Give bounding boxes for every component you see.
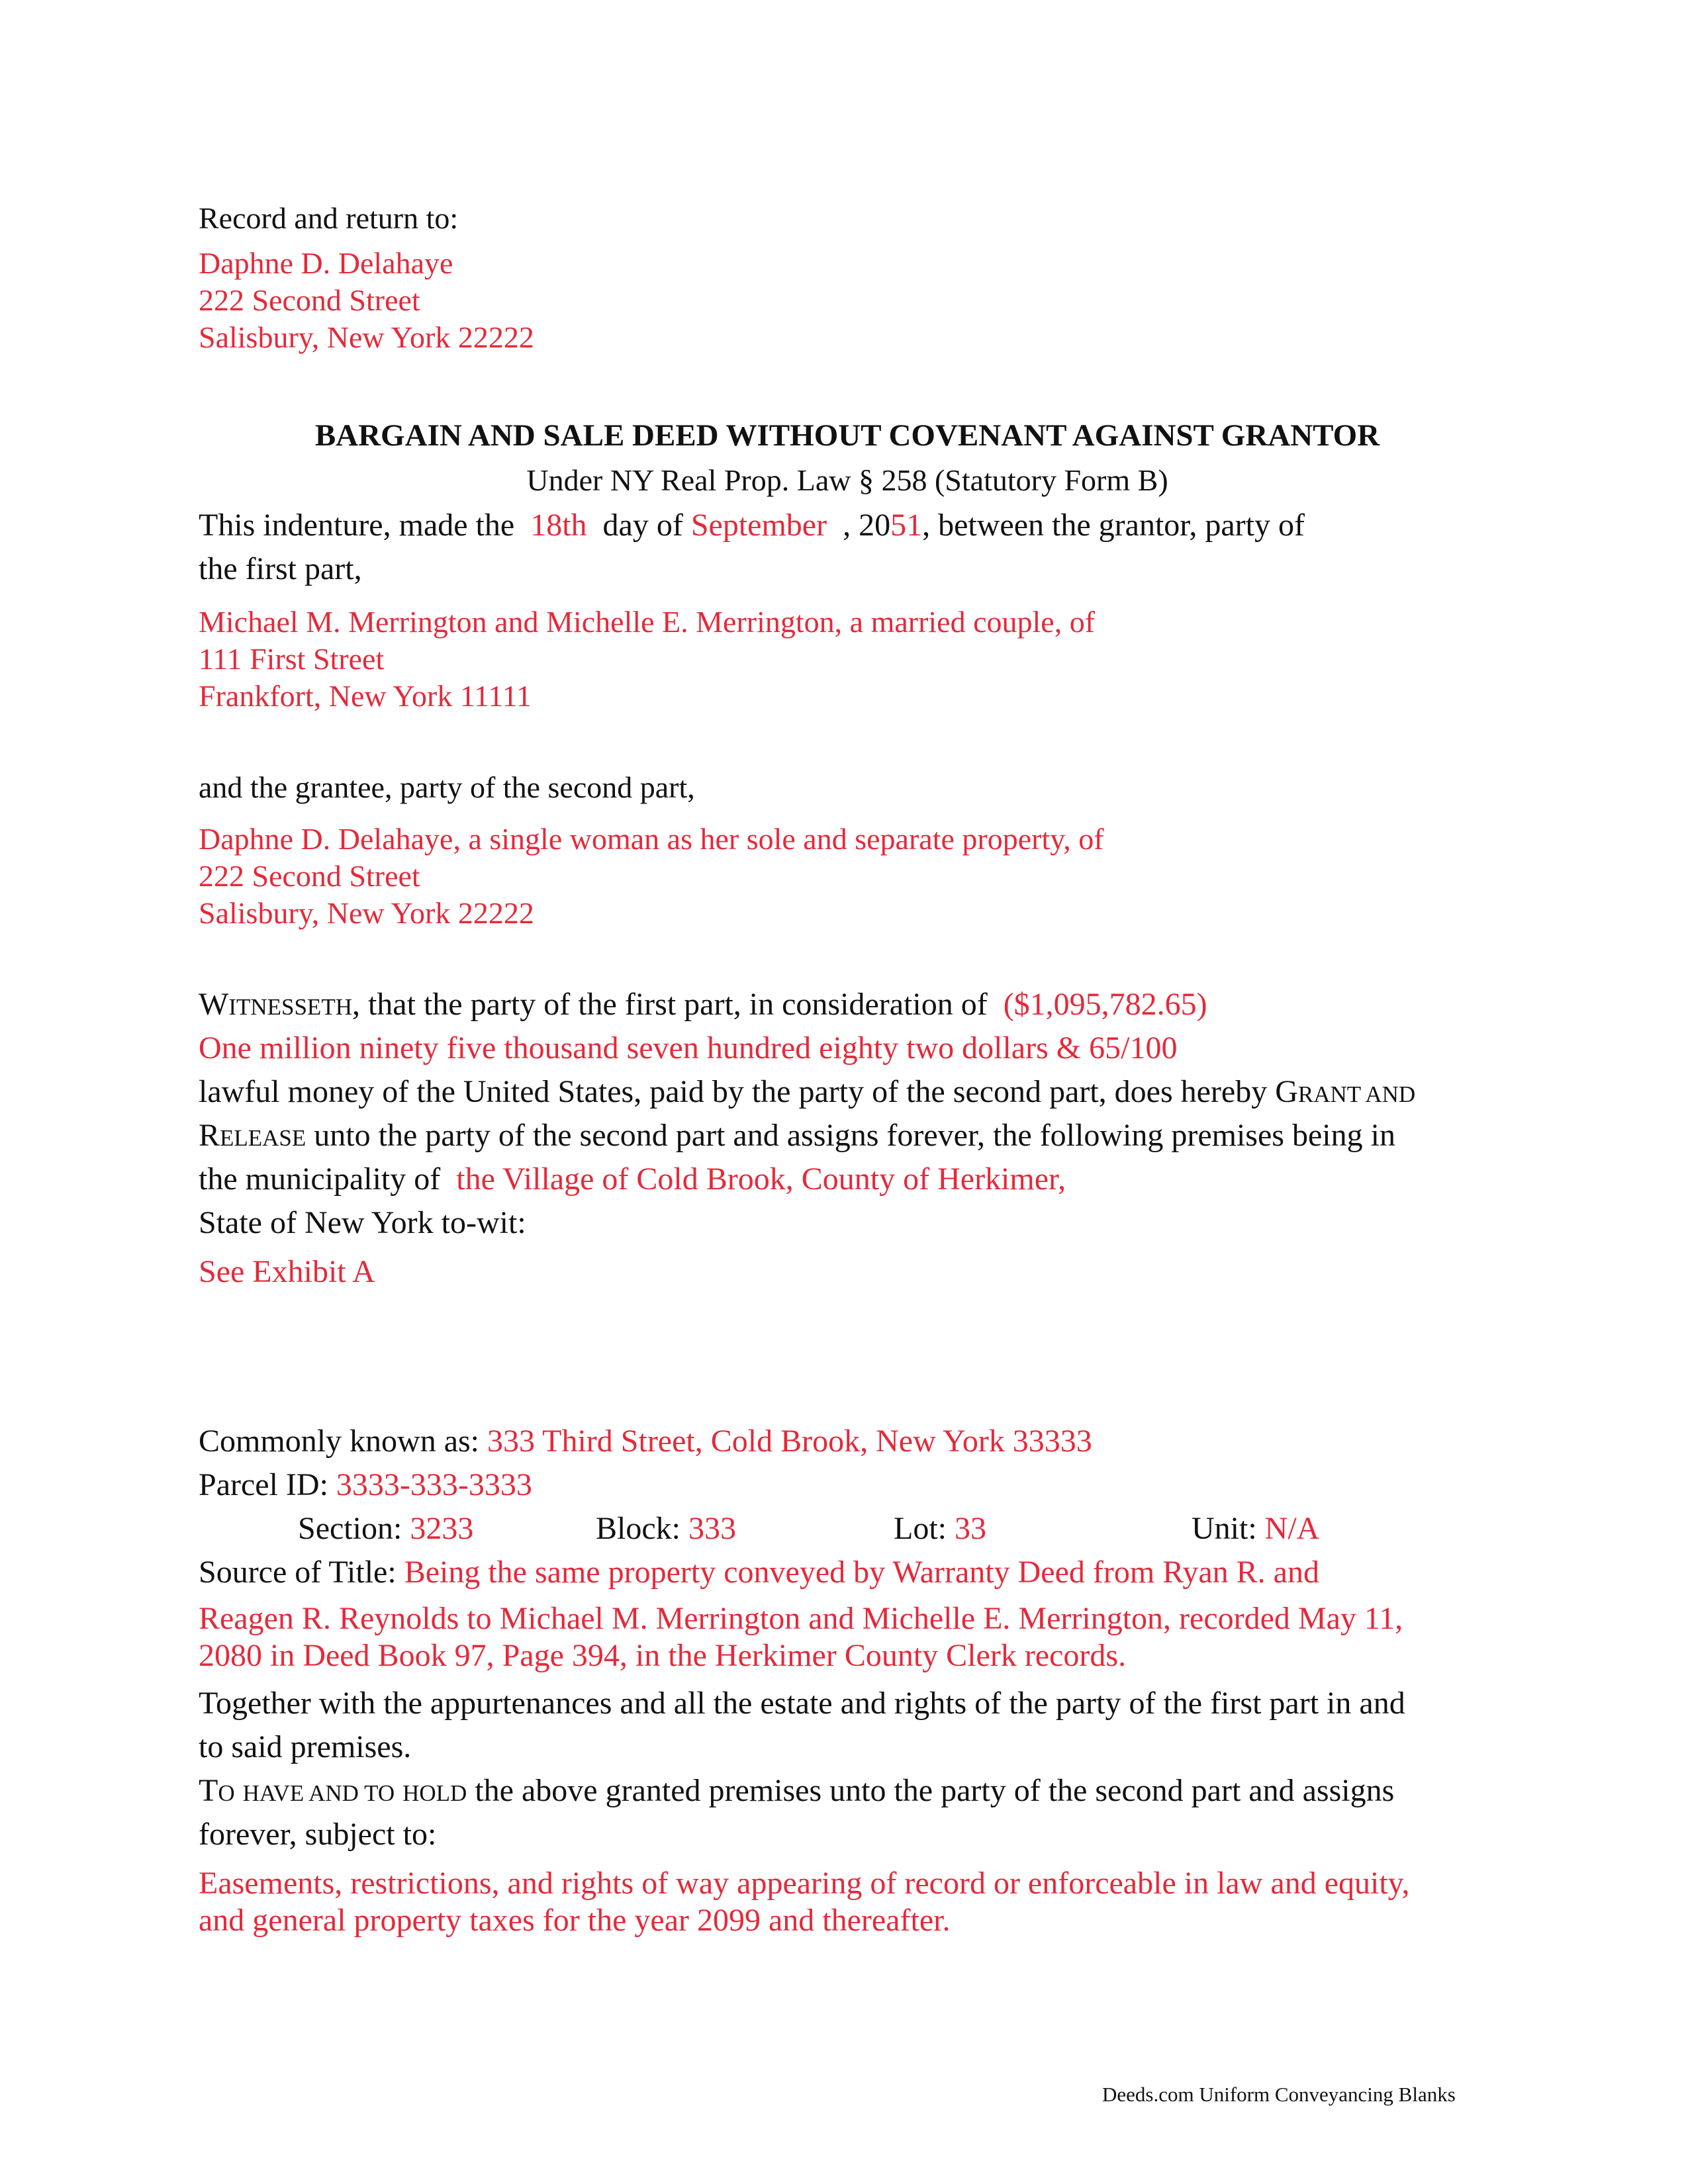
grantee-intro: and the grantee, party of the second part,: [199, 770, 695, 804]
grantor-street: 111 First Street: [199, 642, 385, 676]
unit-field: Unit: N/A: [1192, 1511, 1320, 1546]
grantor-block: [199, 604, 1095, 715]
deed-page: [199, 0, 1496, 2184]
together-line-2: to said premises.: [199, 1729, 412, 1764]
footer-attribution: Deeds.com Uniform Conveyancing Blanks: [1102, 2083, 1456, 2106]
parcel-id: Parcel ID: 3333-333-3333: [199, 1467, 532, 1502]
return-city: Salisbury, New York 22222: [199, 320, 534, 354]
indenture-line-1: This indenture, made the 18th day of September , 2051, between the grantor, party of: [199, 508, 1305, 543]
consideration-amount: ($1,095,782.65): [1003, 987, 1207, 1022]
return-street: 222 Second Street: [199, 283, 420, 317]
grantor-city: Frankfort, New York 11111: [199, 679, 532, 713]
property-address: 333 Third Street, Cold Brook, New York 33333: [487, 1424, 1092, 1459]
witnesseth-line-1: WITNESSETH, that the party of the first part, in consideration of ($1,095,782.65): [199, 987, 1207, 1022]
grantee-block: [199, 821, 1104, 932]
habendum-line-2: forever, subject to:: [199, 1817, 437, 1852]
return-name: Daphne D. Delahaye: [199, 246, 453, 280]
section-field: Section: 3233: [298, 1511, 474, 1546]
grantee-city: Salisbury, New York 22222: [199, 896, 534, 930]
block-field: Block: 333: [596, 1511, 736, 1546]
grantee-street: 222 Second Street: [199, 859, 420, 893]
return-address: [199, 245, 534, 356]
document-title: BARGAIN AND SALE DEED WITHOUT COVENANT AGAINST GRANTOR: [314, 418, 1380, 453]
municipality: the Village of Cold Brook, County of Herkimer,: [456, 1161, 1066, 1197]
habendum-line-1: TO HAVE AND TO HOLD the above granted premises unto the party of the second part and assigns: [199, 1773, 1395, 1808]
indenture-day: 18th: [530, 508, 587, 543]
parcel-id-value: 3333-333-3333: [336, 1467, 532, 1502]
source-of-title-continued: Reagen R. Reynolds to Michael M. Merrington and Michelle E. Merrington, recorded May 11, 2080 in Deed Book 97, Page 394, in the Herkimer County Clerk records.: [199, 1601, 1403, 1673]
lot-field: Lot: 33: [894, 1511, 986, 1546]
indenture-year: 51: [890, 508, 923, 543]
witnesseth-line-3: lawful money of the United States, paid by the party of the second part, does hereby GRANT AND: [199, 1074, 1416, 1109]
exceptions-block: Easements, restrictions, and rights of way appearing of record or enforceable in law and equity, and general property taxes for the year 2099 and thereafter.: [199, 1866, 1410, 1938]
witnesseth-line-5: the municipality of the Village of Cold Brook, County of Herkimer,: [199, 1161, 1066, 1197]
return-label: Record and return to:: [199, 201, 459, 235]
witnesseth-line-4: RELEASE unto the party of the second part and assigns forever, the following premises being in: [199, 1118, 1395, 1153]
together-line-1: Together with the appurtenances and all the estate and rights of the party of the first part in and: [199, 1686, 1405, 1721]
source-of-title: Source of Title: Being the same property conveyed by Warranty Deed from Ryan R. and: [199, 1555, 1319, 1590]
grantee-name: Daphne D. Delahaye, a single woman as her sole and separate property, of: [199, 822, 1104, 856]
indenture-line-2: the first part,: [199, 551, 362, 586]
exhibit-reference: See Exhibit A: [199, 1254, 375, 1289]
witnesseth-line-6: State of New York to-wit:: [199, 1205, 526, 1240]
grantor-names: Michael M. Merrington and Michelle E. Merrington, a married couple, of: [199, 605, 1096, 639]
commonly-known-as: Commonly known as: 333 Third Street, Cold Brook, New York 33333: [199, 1424, 1092, 1459]
document-subtitle: Under NY Real Prop. Law § 258 (Statutory Form B): [526, 463, 1168, 497]
consideration-words: One million ninety five thousand seven hundred eighty two dollars & 65/100: [199, 1030, 1178, 1066]
indenture-month: September: [690, 508, 827, 543]
